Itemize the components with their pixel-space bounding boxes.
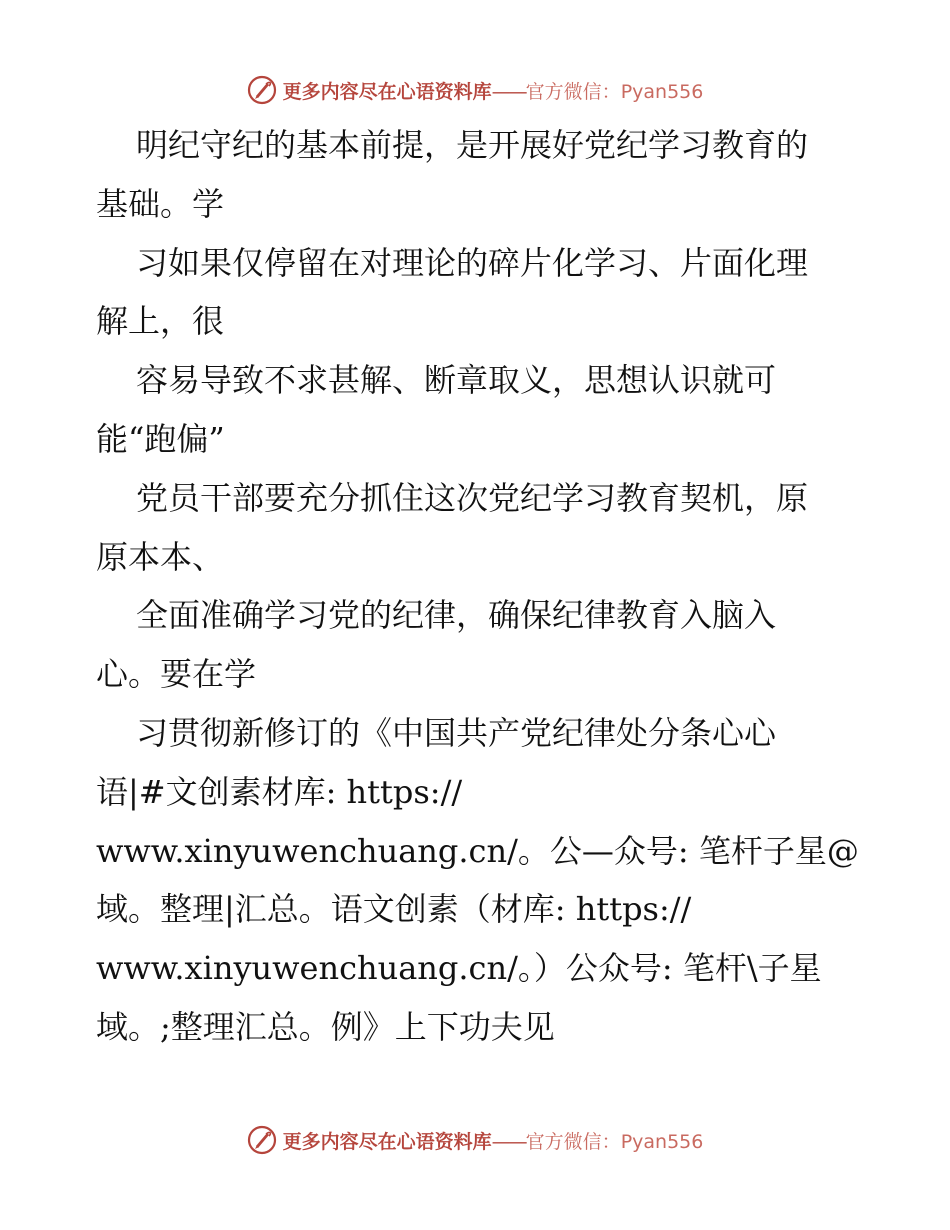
body-line: 能“跑偏” xyxy=(96,419,225,458)
body-line: 域。;整理汇总。例》上下功夫见 xyxy=(96,1007,555,1046)
header-wechat-label: 官方微信： xyxy=(525,80,621,103)
header-wechat-id: Pyan556 xyxy=(620,80,704,103)
quill-pen-logo-icon xyxy=(247,75,277,105)
body-line: 习贯彻新修订的《中国共产党纪律处分条心心 xyxy=(136,713,777,752)
body-line: 习如果仅停留在对理论的碎片化学习、片面化理 xyxy=(136,243,809,282)
body-line: www.xinyuwenchuang.cn/。）公众号: 笔杆\子星 xyxy=(96,949,822,988)
body-line: 域。整理|汇总。语文创素（材库: https:// xyxy=(96,890,692,929)
page-footer-banner xyxy=(0,1120,950,1160)
body-line: 解上，很 xyxy=(96,302,225,341)
footer-banner-text xyxy=(283,1127,704,1154)
body-line: 明纪守纪的基本前提，是开展好党纪学习教育的 xyxy=(136,126,809,164)
footer-wechat-id: Pyan556 xyxy=(620,1130,704,1153)
quill-pen-logo-icon xyxy=(247,1125,277,1155)
footer-brand-text: 更多内容尽在心语资料库 xyxy=(282,1130,492,1153)
page-header-banner xyxy=(0,70,950,110)
body-line: www.xinyuwenchuang.cn/。公—众号: 笔杆子星@ xyxy=(96,831,859,870)
body-line: 全面准确学习党的纪律，确保纪律教育入脑入 xyxy=(136,596,777,635)
header-banner-text xyxy=(283,77,704,104)
body-line: 容易导致不求甚解、断章取义，思想认识就可 xyxy=(136,361,777,400)
body-line: 语|#文创素材库: https:// xyxy=(96,772,463,811)
header-dash: —— xyxy=(491,80,526,103)
body-line: 基础。学 xyxy=(96,184,225,223)
footer-dash: —— xyxy=(491,1130,526,1153)
document-body xyxy=(96,116,859,1057)
header-brand-text: 更多内容尽在心语资料库 xyxy=(282,80,492,103)
footer-wechat-label: 官方微信： xyxy=(525,1130,621,1153)
body-line: 党员干部要充分抓住这次党纪学习教育契机，原 xyxy=(136,478,809,517)
body-line: 心。要在学 xyxy=(96,655,257,694)
body-line: 原本本、 xyxy=(96,537,225,576)
